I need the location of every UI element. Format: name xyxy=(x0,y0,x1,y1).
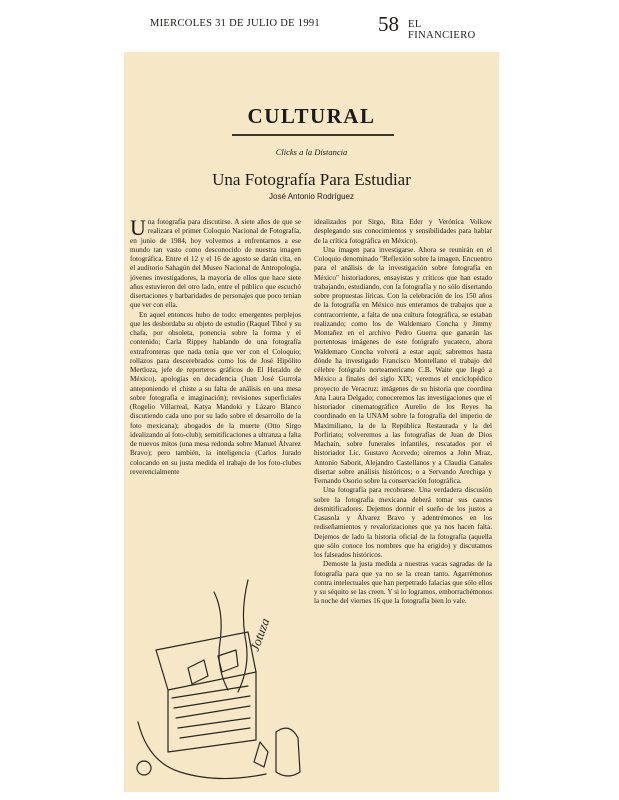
newspaper-clipping xyxy=(124,52,499,792)
page-number: 58 xyxy=(378,12,399,36)
article-paragraph: En aquel entonces hubo de todo: emergentes perplejos que les desbordaba su objeto de estudio (Raquel Tibol y su chafa, por obsoleta, ponencia sobre la forma y el contenido; Carla Rippey hablando de una fotografía extrafronteras que nada tenía que ver con el Coloquio; rollazos para descerebrados como los de José Hipólito Mertloza, jefe de reporteros gráficos de El Heraldo de México), apologías en decadencia (Juan José Gurrola anteponiendo el chiste a su falta de análisis en una mesa sobre fotografía e imaginación); revisiones superficiales (Rogelio Villarreal, Katya Mandoki y Lázaro Blanco discutiendo cada uno por su lado sobre el desarrollo de la foto mexicana); abogados de la muerte (Otto Sirgo idealizando al foto-club); semitificaciones a ultranza a falta de nuevos mitos (una mesa redonda sobre Manuel Álvarez Bravo); pero también, la inteligencia (Carlos Jurado colocando en su justa medida el trabajo de los foto-clubes reverencialmente xyxy=(130,310,301,476)
section-title: CULTURAL xyxy=(247,104,376,128)
article-paragraph: Demoste la justa medida a nuestras vacas sagradas de la fotografía para que ya no se la crean tanto. Agarrémonos contra intelectuales que han perpetrado falacias que sólo ellos y su séquito se las creen. Y si lo logramos, emborrachémonos la noche del viernes 16 que la fotografía bien lo vale. xyxy=(314,560,492,606)
artist-signature: Jotuza xyxy=(246,615,273,654)
article-column-2 xyxy=(314,218,492,607)
picture-frame xyxy=(156,632,256,690)
article-byline: José Antonio Rodríguez xyxy=(269,192,354,201)
shutter-bulb xyxy=(137,761,151,775)
article-column-1 xyxy=(130,215,301,477)
article-paragraph: Una fotografía para recobrarse. Una verdadera discusión sobre la fotografía mexicana deberá tomar sus cauces desmitificadores. Dejemos dormir el sueño de los justos a Casasola y Álvarez Bravo y adentrémonos en los rediseñamientos y revalorizaciones que ya nos hacen falta. Dejemos de lado la historia oficial de la fotografía (aquella que sólo conoce los nombres que ha erigido) y discutamos los falseados históricos. xyxy=(314,486,492,559)
hand-arm xyxy=(214,592,228,690)
article-paragraph: idealizados por Sirgo, Rita Eder y Verónica Volkow desplegando sus conocimientos y sensibilidades para hablar de la crítica fotográfica en México). xyxy=(314,218,492,245)
masthead-date: MIERCOLES 31 DE JULIO DE 1991 xyxy=(150,18,320,29)
newspaper-name: EL FINANCIERO xyxy=(408,19,476,41)
article-paragraph: Una imagen para investigarse. Ahora se reunirán en el Coloquio denominado "Reflexión sobre la imagen. Encuentro para el análisis de la investigación sobre fotografía en México" historiadores, ensayistas y críticos que han estado trabajando, estudiando, con la fotografía y no sólo disertando sobre propuestas líricas. Con la celebración de los 150 años de la fotografía en México nos enteramos de trabajos que a contracorriente, a falta de una cultura fotográfica, se estaban realizando; como los de Waldemaro Concha y Jimmy Montañez en el archivo Pedro Guerra que ganarán las portentosas imágenes de este fotógrafo yucateco, ahora Waldemaro Concha volverá a estar aquí; sabremos hasta dónde ha investigado Francisco Montellano el trabajo del célebre fotógrafo norteamericano C.B. Waite que llegó a México a finales del siglo XIX; veremos el enciclopédico proyecto de Veracruz: imágenes de su historia que coordina Ana Laura Delgado; conoceremos las investigaciones que el historiador cinematográfico Aurelio de los Reyes ha coordinado en la UNAM sobre la fotografía del imperio de Maximiliano, la de la República Restaurada y la del Porfiriato; volveremos a las fotografías de Juan de Dios Machaín, sobre funerales infantiles, rescatados por el historiador Lic. Gustavo Acevedo; oiremos a John Mraz, Antonio Saborit, Alejandro Castellanos y a Claudia Canales disertar sobre análisis históricos; o a Servando Arechiga y Fernando Osorio sobre la conservación fotográfica. xyxy=(314,245,492,485)
bellows-lines xyxy=(172,686,250,738)
article-paragraph xyxy=(130,215,301,311)
drop-cap: U xyxy=(130,215,146,240)
paragraph-text: na fotografía para discutirse. A siete años de que se realizara el primer Coloquio Nacional de Fotografía, en junio de 1984, hoy volvemos a enfrentarnos a ese mundo tan vasto como desconocido de nuestra imagen fotográfica. Entre el 12 y el 16 de agosto se darán cita, en el auditorio Sahagún del Museo Nacional de Antropología, jóvenes investigadores, la mayoría de ellos que hace siete años estuvieron del otro lado, entre el público que escuchó disertaciones y barbaridades de personajes que poco tenían que ver con ella. xyxy=(130,218,301,310)
newspaper-masthead xyxy=(150,12,490,41)
section-rule xyxy=(232,134,394,136)
illustration xyxy=(128,572,308,790)
small-object xyxy=(254,742,268,767)
cable xyxy=(138,722,266,779)
article-kicker: Clicks a la Distancia xyxy=(275,147,348,157)
salt-shaker xyxy=(276,728,300,776)
article-headline: Una Fotografía Para Estudiar xyxy=(212,170,411,189)
sketch-details xyxy=(188,650,238,684)
